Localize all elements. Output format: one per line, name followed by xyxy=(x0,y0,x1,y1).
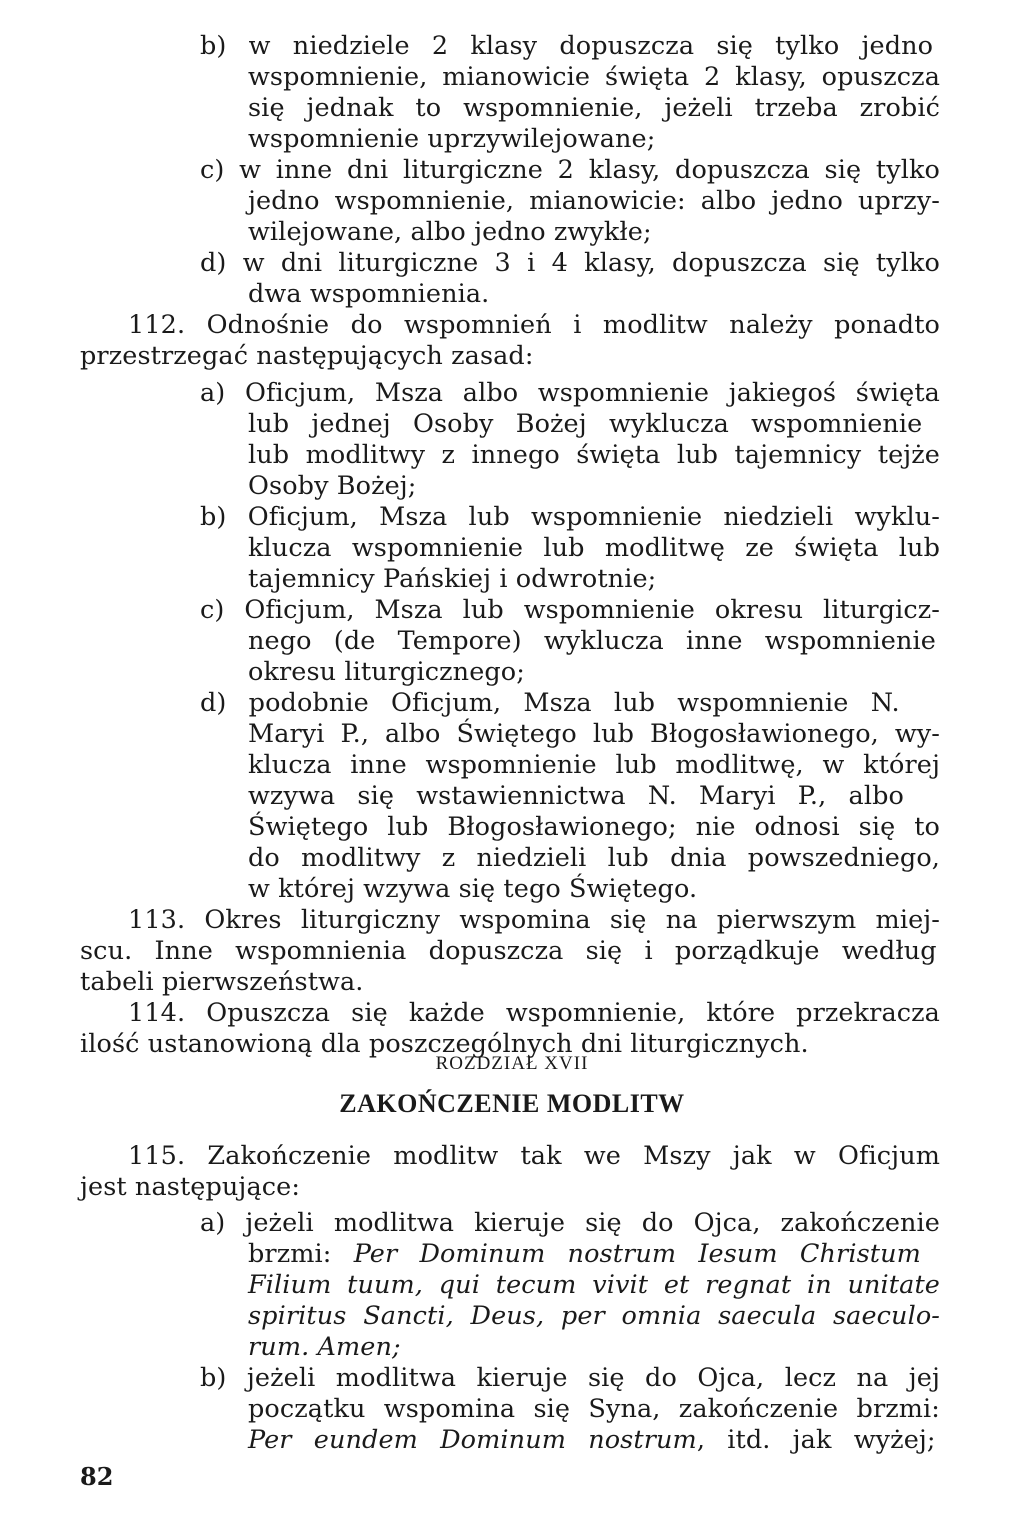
line-text: Świętego lub Błogosławionego; nie odnosi się to xyxy=(248,812,940,842)
line-text: wspomnienie, mianowicie święta 2 klasy, opuszcza xyxy=(248,62,940,92)
text-line xyxy=(248,216,652,248)
text-line xyxy=(200,247,940,279)
line-text: c) w inne dni liturgiczne 2 klasy, dopuszcza się tylko xyxy=(200,155,940,185)
line-text: scu. Inne wspomnienia dopuszcza się i porządkuje według xyxy=(80,936,937,966)
line-text: wilejowane, albo jedno zwykłe; xyxy=(248,217,652,247)
line-text: d) w dni liturgiczne 3 i 4 klasy, dopuszcza się tylko xyxy=(200,248,940,278)
text-line xyxy=(248,656,525,688)
text-line xyxy=(200,1207,940,1239)
line-text: b) Oficjum, Msza lub wspomnienie niedzieli wyklu- xyxy=(200,502,940,532)
line-text: początku wspomina się Syna, zakończenie brzmi: xyxy=(248,1394,940,1424)
line-text: Maryi P., albo Świętego lub Błogosławionego, wy- xyxy=(248,719,940,749)
line-text: 113. Okres liturgiczny wspomina się na pierwszym miej- xyxy=(128,905,940,935)
text-line xyxy=(200,377,940,409)
text-line xyxy=(200,154,940,186)
line-text: brzmi: xyxy=(248,1239,354,1269)
text-line xyxy=(248,61,940,93)
line-text: 112. Odnośnie do wspomnień i modlitw należy ponadto xyxy=(128,310,940,340)
line-text: tajemnicy Pańskiej i odwrotnie; xyxy=(248,564,657,594)
line-text: c) Oficjum, Msza lub wspomnienie okresu liturgicz- xyxy=(200,595,940,625)
latin-formula-text: Filium tuum, qui tecum vivit et regnat in unitate xyxy=(248,1270,940,1300)
text-line xyxy=(248,123,655,155)
latin-formula-text: spiritus Sancti, Deus, per omnia saecula saeculo- xyxy=(248,1301,940,1331)
line-text: 115. Zakończenie modlitw tak we Mszy jak w Oficjum xyxy=(128,1141,940,1171)
text-line xyxy=(248,1300,940,1332)
line-text: ilość ustanowioną dla poszczególnych dni liturgicznych. xyxy=(80,1029,809,1059)
line-text: lub jednej Osoby Bożej wyklucza wspomnienie xyxy=(248,409,923,439)
text-line xyxy=(200,594,940,626)
text-line xyxy=(128,904,940,936)
text-line xyxy=(248,439,940,471)
text-line xyxy=(80,935,937,967)
line-text: wspomnienie uprzywilejowane; xyxy=(248,124,656,154)
line-text: b) jeżeli modlitwa kieruje się do Ojca, lecz na jej xyxy=(200,1363,940,1393)
text-line xyxy=(248,1393,940,1425)
line-text: a) Oficjum, Msza albo wspomnienie jakiegoś święta xyxy=(200,378,940,408)
latin-formula-text: Per eundem Dominum nostrum xyxy=(248,1425,697,1455)
text-line xyxy=(248,278,489,310)
text-line xyxy=(248,1331,401,1363)
line-text: klucza inne wspomnienie lub modlitwę, w której xyxy=(248,750,940,780)
line-text: jest następujące: xyxy=(80,1172,301,1202)
latin-formula-text: rum. Amen; xyxy=(248,1332,401,1362)
line-text: d) podobnie Oficjum, Msza lub wspomnienie N. xyxy=(200,688,900,718)
text-line xyxy=(248,92,940,124)
text-line xyxy=(248,1269,940,1301)
text-line xyxy=(248,185,940,217)
line-text: się jednak to wspomnienie, jeżeli trzeba zrobić xyxy=(248,93,940,123)
chapter-title: ZAKOŃCZENIE MODLITW xyxy=(339,1089,685,1118)
line-text: a) jeżeli modlitwa kieruje się do Ojca, zakończenie xyxy=(200,1208,940,1238)
line-text: do modlitwy z niedzieli lub dnia powszedniego, xyxy=(248,843,940,873)
text-line xyxy=(248,780,904,812)
line-text: dwa wspomnienia. xyxy=(248,279,490,309)
line-text: nego (de Tempore) wyklucza inne wspomnienie xyxy=(248,626,936,656)
text-line xyxy=(128,1140,940,1172)
line-text: klucza wspomnienie lub modlitwę ze święta lub xyxy=(248,533,940,563)
page-number: 82 xyxy=(80,1462,114,1491)
line-text: tabeli pierwszeństwa. xyxy=(80,967,364,997)
text-line xyxy=(248,749,940,781)
text-line xyxy=(248,1424,936,1456)
line-text: w której wzywa się tego Świętego. xyxy=(248,874,698,904)
text-line xyxy=(80,966,363,998)
text-line xyxy=(200,687,900,719)
line-text: 114. Opuszcza się każde wspomnienie, które przekracza xyxy=(128,998,940,1028)
text-line xyxy=(128,997,940,1029)
line-text: lub modlitwy z innego święta lub tajemnicy tejże xyxy=(248,440,940,470)
line-text: jedno wspomnienie, mianowicie: albo jedno uprzy- xyxy=(248,186,940,216)
text-line xyxy=(80,1171,300,1203)
line-text-tail: , itd. jak wyżej; xyxy=(696,1425,936,1455)
text-line xyxy=(248,718,940,750)
text-line xyxy=(248,625,936,657)
text-line xyxy=(248,842,940,874)
text-line xyxy=(200,1362,940,1394)
line-text: wzywa się wstawiennictwa N. Maryi P., albo xyxy=(248,781,904,811)
line-text: okresu liturgicznego; xyxy=(248,657,525,687)
text-line xyxy=(248,873,697,905)
text-line xyxy=(248,1238,921,1270)
line-text: b) w niedziele 2 klasy dopuszcza się tylko jedno xyxy=(200,31,934,61)
chapter-label: ROZDZIAŁ XVII xyxy=(435,1053,589,1074)
text-line xyxy=(248,470,417,502)
text-line xyxy=(248,532,940,564)
text-line xyxy=(128,309,940,341)
text-line xyxy=(200,501,940,533)
text-line xyxy=(248,563,656,595)
text-line xyxy=(248,408,922,440)
text-line xyxy=(248,811,940,843)
line-text: przestrzegać następujących zasad: xyxy=(80,341,534,371)
text-line xyxy=(80,340,534,372)
text-line xyxy=(200,30,933,62)
line-text: Osoby Bożej; xyxy=(248,471,417,501)
latin-formula-text: Per Dominum nostrum Iesum Christum xyxy=(353,1239,921,1269)
